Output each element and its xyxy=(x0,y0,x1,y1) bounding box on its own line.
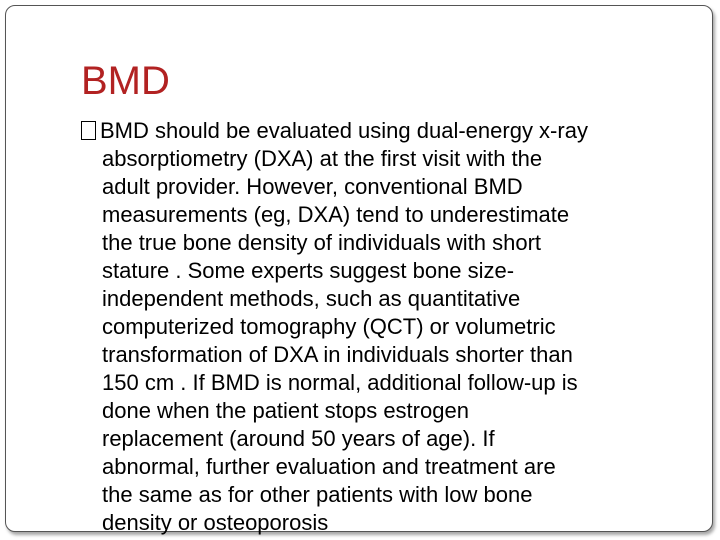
bullet-line: absorptiometry (DXA) at the first visit with the xyxy=(102,146,543,171)
bullet-line: measurements (eg, DXA) tend to underestimate xyxy=(102,202,570,227)
bullet-line: stature . Some experts suggest bone size- xyxy=(102,258,515,283)
bullet-line: transformation of DXA in individuals shorter than xyxy=(102,342,573,367)
bullet-line: the true bone density of individuals with short xyxy=(102,230,542,255)
bullet-line: 150 cm . If BMD is normal, additional follow-up is xyxy=(102,370,578,395)
bullet-line: done when the patient stops estrogen xyxy=(102,398,469,423)
bullet-line: adult provider. However, conventional BMD xyxy=(102,174,523,199)
bullet-line: the same as for other patients with low bone xyxy=(102,482,533,507)
bullet-line: density or osteoporosis xyxy=(102,510,329,535)
slide-title: BMD xyxy=(81,59,170,103)
hollow-square-bullet-icon xyxy=(81,121,96,140)
bullet-line: replacement (around 50 years of age). If xyxy=(102,426,495,451)
bullet-line: abnormal, further evaluation and treatment are xyxy=(102,454,556,479)
bullet-line: computerized tomography (QCT) or volumetric xyxy=(102,314,556,339)
bullet-text: BMD should be evaluated using dual-energy x-ray xyxy=(100,118,588,143)
bullet-line: independent methods, such as quantitative xyxy=(102,286,521,311)
bullet-line-first xyxy=(81,117,681,145)
bullet-paragraph xyxy=(81,117,681,537)
